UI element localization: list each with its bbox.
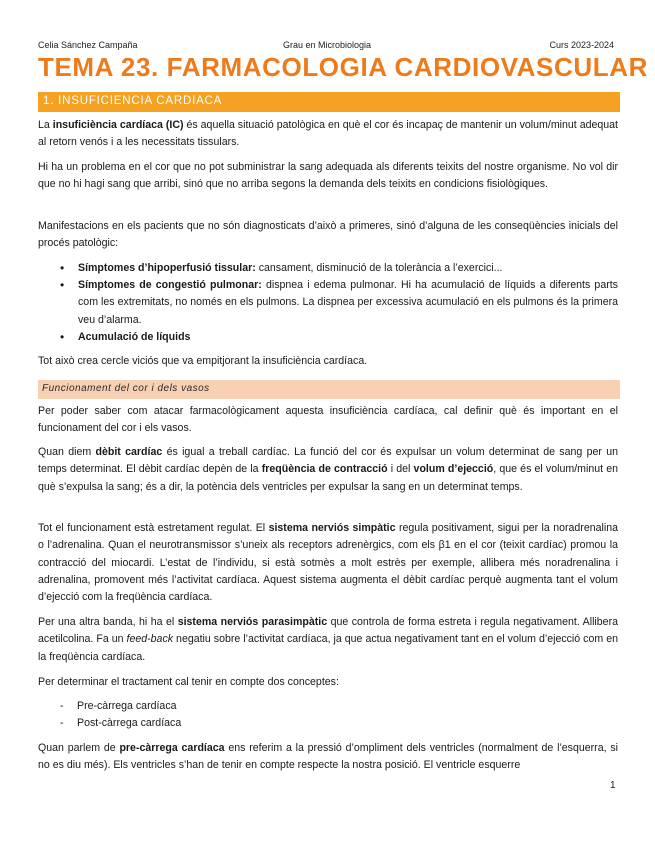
paragraph-treatment: Per determinar el tractament cal tenir en compte dos conceptes: [38,676,339,688]
paragraph-definition: La insuficiència cardíaca (IC) és aquella situació patològica en què el cor és incapaç de mantenir un volum/minut adequat al retorn venós i a les necessitats tissulars. [38,119,618,149]
subsection-heading: Funcionament del cor i dels vasos [42,383,210,394]
header-course: Curs 2023-2024 [549,40,614,50]
paragraph-sympathetic: Tot el funcionament està estretament regulat. El sistema nerviós simpàtic regula positivament, sigui per la noradrenalina o l’adrenalina. Quan el neurotransmissor s’uneix als receptors adrenèrgics, com els β1 en el cor (teixit cardíac) promou la contracció del miocardi. L’estat de l’individu, si està sotmès a molt estrès per exemple, allibera més noradrenalina i adrenalina, promovent més l’activitat cardíaca. Aquest sistema augmenta el dèbit cardíac perquè augmenta tant el volum d’ejecció com la freqüència cardíaca. [38,522,618,604]
header-author: Celia Sánchez Campaña [38,40,138,50]
paragraph-vicious-circle: Tot això crea cercle viciós que va empitjorant la insuficiència cardíaca. [38,355,368,367]
page-number: 1 [610,780,616,791]
paragraph-problem: Hi ha un problema en el cor que no pot subministrar la sang adequada als diferents teixits del nostre organisme. No vol dir que no hi hagi sang que arribi, sinó que no arriba segons la demanda dels teixits en condicions fisiològiques. [38,161,618,191]
paragraph-preload: Quan parlem de pre-càrrega cardíaca ens referim a la pressió d’ompliment dels ventricles (normalment de l’esquerra, si no es diu més). Els ventricles s’han de tenir en compte respecte la nostra posició. El ventricle esquerre [38,742,618,772]
header-degree: Grau en Microbiologia [283,40,372,50]
paragraph-parasympathetic: Per una altra banda, hi ha el sistema nerviós parasimpàtic que controla de forma estreta i regula negativament. Allibera acetilcolina. Fa un feed-back negatiu sobre l’activitat cardíaca, ja que actua negativament tant en el volum d’ejecció com en la freqüència cardíaca. [38,616,618,663]
section-heading: 1. INSUFICIENCIA CARDIACA [43,95,223,107]
section-heading-bar [38,92,620,112]
paragraph-intro: Per poder saber com atacar farmacològicament aquesta insuficiència cardíaca, cal definir què és important en el funcionament del cor i els vasos. [38,405,618,435]
page-title: TEMA 23. FARMACOLOGIA CARDIOVASCULAR [38,52,648,82]
subsection-heading-bar [38,380,620,399]
paragraph-cardiac-output: Quan diem dèbit cardíac és igual a treball cardíac. La funció del cor és expulsar un volum determinat de sang per un temps determinat. El dèbit cardíac depèn de la freqüència de contracció i del volum d’ejecció, que és el volum/minut en què s’expulsa la sang; és a dir, la potència dels ventricles per expulsar la sang en un determinat temps. [38,446,619,493]
paragraph-manifestations: Manifestacions en els pacients que no són diagnosticats d’això a primeres, sinó d’alguna de les conseqüències inicials del procés patològic: [38,220,618,250]
